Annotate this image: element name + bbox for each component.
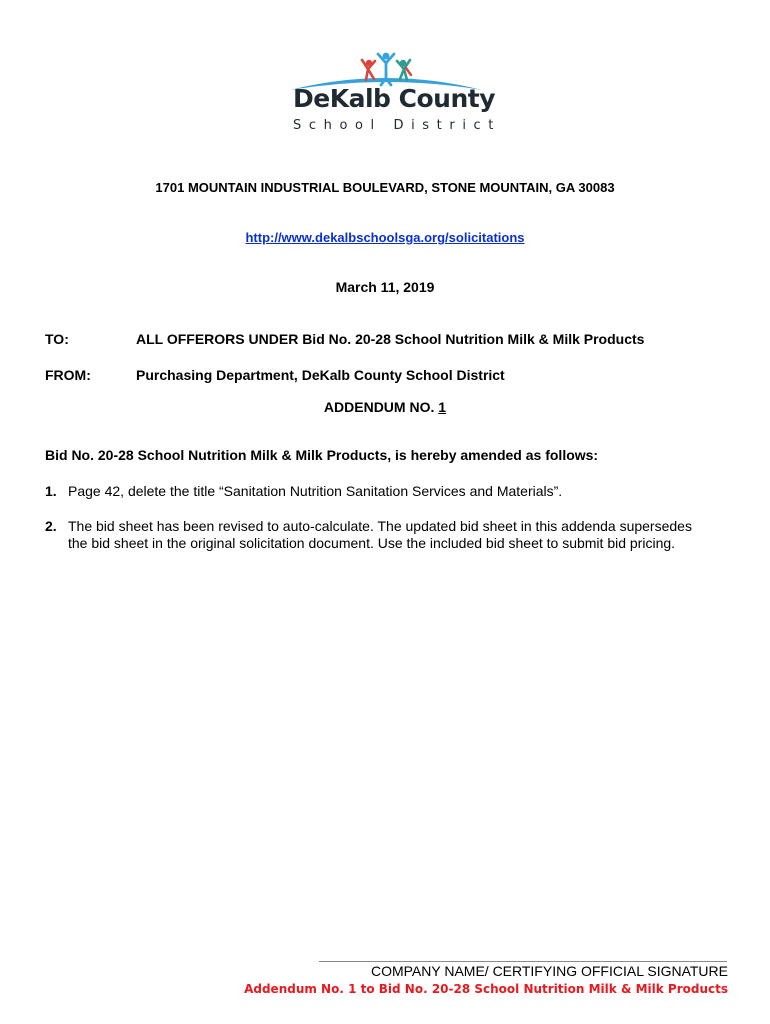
from-label: FROM: xyxy=(45,367,91,383)
district-logo xyxy=(282,48,501,138)
addendum-number: 1 xyxy=(438,399,447,415)
addendum-prefix: ADDENDUM NO. xyxy=(323,399,439,415)
item-number: 2. xyxy=(45,518,57,534)
letter-date: March 11, 2019 xyxy=(335,279,435,295)
district-address: 1701 MOUNTAIN INDUSTRIAL BOULEVARD, STONE MOUNTAIN, GA 30083 xyxy=(155,180,615,195)
addendum-heading xyxy=(0,399,770,415)
item-number: 1. xyxy=(45,483,57,499)
to-recipients: ALL OFFERORS UNDER Bid No. 20-28 School Nutrition Milk & Milk Products xyxy=(136,331,645,347)
to-label: TO: xyxy=(45,331,69,347)
logo-title: DeKalb County xyxy=(293,84,495,113)
signature-label: COMPANY NAME/ CERTIFYING OFFICIAL SIGNATURE xyxy=(370,963,728,979)
signature-line xyxy=(319,961,727,962)
list-item xyxy=(45,483,708,500)
amendment-intro: Bid No. 20-28 School Nutrition Milk & Milk Products, is hereby amended as follows: xyxy=(45,447,599,463)
item-text: The bid sheet has been revised to auto-calculate. The updated bid sheet in this addenda supersedes the bid sheet in the original solicitation document. Use the included bid sheet to submit bid pricing. xyxy=(68,518,692,551)
page-footer: Addendum No. 1 to Bid No. 20-28 School Nutrition Milk & Milk Products xyxy=(244,982,728,996)
solicitations-link[interactable]: http://www.dekalbschoolsga.org/solicitations xyxy=(245,230,525,245)
item-text: Page 42, delete the title “Sanitation Nutrition Sanitation Services and Materials”. xyxy=(68,483,563,499)
logo-subtitle: School District xyxy=(293,118,501,133)
from-sender: Purchasing Department, DeKalb County School District xyxy=(136,367,505,383)
list-item xyxy=(45,518,708,552)
